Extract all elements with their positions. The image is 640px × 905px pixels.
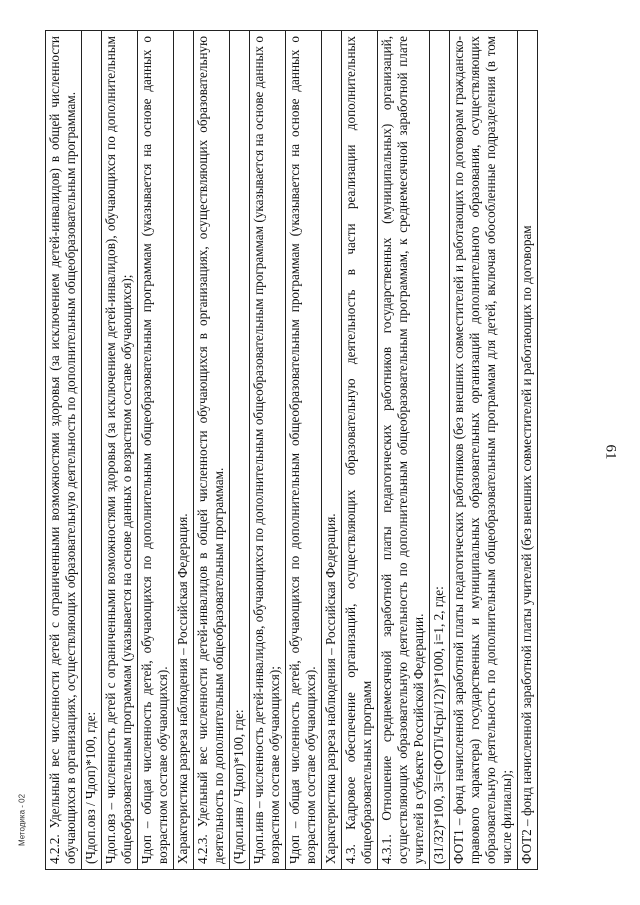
table-cell (174, 31, 194, 870)
row-text: Чдоп – общая численность детей, обучающихся по дополнительным общеобразовательным программам (указывается на основе данных о возрастном составе обучающихся). (139, 36, 170, 864)
page-number: 61 (602, 444, 619, 460)
footer-mark: Методика - 02 (17, 793, 27, 847)
table-cell (450, 31, 518, 870)
table-cell (82, 31, 102, 870)
row-text: Чдоп.овз – численность детей с ограниченными возможностями здоровья (за исключением детей-инвалидов), обучающихся по дополнительным общеобразовательным программам (указывается на основе данных о возрастном составе обучающихся); (103, 36, 134, 864)
table-row (138, 31, 174, 870)
table-row (174, 31, 194, 870)
row-text: ФОТ2 – фонд начисленной заработной платы учителей (без внешних совместителей и работающих по договорам (519, 225, 534, 864)
table-row (102, 31, 138, 870)
row-text: ФОТ1 – фонд начисленной заработной платы педагогических работников (без внешних совместителей и работающих по договорам гражданско-правового характера) государственных и муниципальных образовательных организаций дополнительного образования, осуществляющих образовательную деятельность по дополнительным общеобразовательным программам для детей, включая обособленные подразделения (в том числе филиалы); (451, 36, 514, 864)
row-text: Характеристика разреза наблюдения – Российская Федерация. (323, 513, 338, 864)
row-text: 4.3.1. Отношение среднемесячной заработной платы педагогических работников государственных (муниципальных) организаций, осуществляющих образовательную деятельность по дополнительным общеобразовательным программам, к среднемесячной заработной плате учителей в субъекте Российской Федерации. (379, 36, 426, 864)
table-row (82, 31, 102, 870)
table-cell (194, 31, 230, 870)
methodology-table (45, 30, 538, 870)
table-row (342, 31, 378, 870)
table-row (430, 31, 450, 870)
row-text: Чдоп – общая численность детей, обучающихся по дополнительным общеобразовательным программам (указывается на основе данных о возрастном составе обучающихся). (287, 36, 318, 864)
row-text: (Чдоп.овз / Чдоп)*100, где: (83, 711, 98, 864)
table-row (322, 31, 342, 870)
table-row (230, 31, 250, 870)
table-row (194, 31, 230, 870)
table-cell (518, 31, 538, 870)
table-cell (138, 31, 174, 870)
table-cell (102, 31, 138, 870)
table-cell (430, 31, 450, 870)
row-text: (З1/З2)*100, Зi=(ФОТi/Чсрi/12))*1000, i=1, 2, где: (431, 586, 446, 864)
row-text: (Чдоп.инв / Чдоп)*100, где: (231, 709, 246, 864)
table-row (518, 31, 538, 870)
row-text: 4.3. Кадровое обеспечение организаций, осуществляющих образовательную деятельность в части реализации дополнительных общеобразовательных программ (343, 36, 374, 864)
table-cell (46, 31, 82, 870)
row-text: Характеристика разреза наблюдения – Российская Федерация. (175, 513, 190, 864)
table-cell (378, 31, 430, 870)
row-text: 4.2.2. Удельный вес численности детей с ограниченными возможностями здоровья (за исключением детей-инвалидов) в общей численности обучающихся в организациях, осуществляющих образовательную деятельность по дополнительным общеобразовательным программам. (47, 36, 78, 864)
table-cell (230, 31, 250, 870)
table-row (250, 31, 286, 870)
table-cell (342, 31, 378, 870)
table-row (378, 31, 430, 870)
table-row (450, 31, 518, 870)
table-cell (250, 31, 286, 870)
table-row (286, 31, 322, 870)
rotated-page-content (45, 30, 565, 870)
row-text: 4.2.3. Удельный вес численности детей-инвалидов в общей численности обучающихся в организациях, осуществляющих образовательную деятельность по дополнительным общеобразовательным программам. (195, 36, 226, 864)
table-row (46, 31, 82, 870)
row-text: Чдоп.инв – численность детей-инвалидов, обучающихся по дополнительным общеобразовательным программам (указывается на основе данных о возрастном составе обучающихся); (251, 36, 282, 864)
table-cell (322, 31, 342, 870)
table-cell (286, 31, 322, 870)
